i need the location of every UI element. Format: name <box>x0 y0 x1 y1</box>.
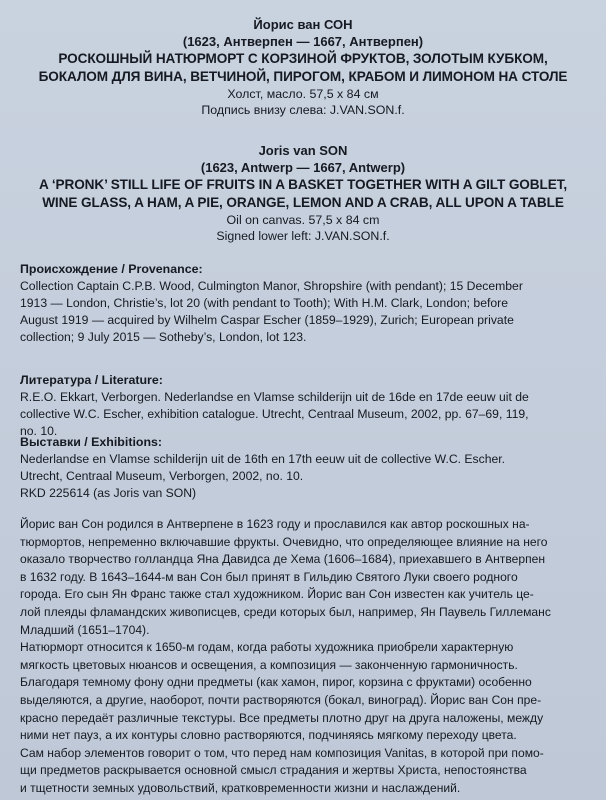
provenance-text <box>20 278 592 346</box>
artist-name-ru: Йорис ван СОН <box>253 17 353 32</box>
literature-line: no. 10. <box>20 424 58 438</box>
provenance-line: August 1919 — acquired by Wilhelm Caspar Escher (1859–1929), Zurich; European private <box>20 313 514 327</box>
exhibitions-section <box>20 434 592 502</box>
biography-line: оказало творчество голландца Яна Давидса де Хема (1606–1684), приехавшего в Антверпен <box>20 552 546 567</box>
exhibitions-heading: Выставки / Exhibitions: <box>20 435 163 449</box>
artist-dates-en: (1623, Antwerp — 1667, Antwerp) <box>200 160 406 175</box>
medium-en: Oil on canvas. 57,5 x 84 cm <box>226 213 380 227</box>
biography-line: Натюрморт относится к 1650-м годам, когда работы художника приобрели характерную <box>20 640 514 655</box>
provenance-line: collection; 9 July 2015 — Sotheby’s, London, lot 123. <box>20 330 307 344</box>
artist-name-en: Joris van SON <box>258 143 348 158</box>
artwork-title-ru-line-2: БОКАЛОМ ДЛЯ ВИНА, ВЕТЧИНОЙ, ПИРОГОМ, КРАБОМ И ЛИМОНОМ НА СТОЛЕ <box>38 69 568 84</box>
exhibitions-line: Nederlandse en Vlamse schilderijn uit de 16th en 17th eeuw uit de collective W.C. Escher. <box>20 452 506 466</box>
biography-line: тюрмортов, непременно включавшие фрукты. Очевидно, что определяющее влияние на него <box>20 534 548 549</box>
biography-line: Младший (1651–1704). <box>20 622 150 637</box>
exhibitions-line: Utrecht, Centraal Museum, Verborgen, 2002, no. 10. <box>20 469 304 483</box>
exhibitions-text <box>20 451 592 502</box>
biography-line: в 1632 году. В 1643–1644-м ван Сон был принят в Гильдию Святого Луки своего родного <box>20 569 518 584</box>
signature-en: Signed lower left: J.VAN.SON.f. <box>216 229 390 243</box>
russian-header <box>0 16 606 118</box>
provenance-section <box>20 261 592 346</box>
exhibitions-line: RKD 225614 (as Joris van SON) <box>20 486 197 500</box>
provenance-line: 1913 — London, Christie’s, lot 20 (with pendant to Tooth); With H.M. Clark, London; before <box>20 296 508 310</box>
biography-line: города. Его сын Ян Франс также стал художником. Йорис ван Сон известен как учитель це- <box>20 587 534 602</box>
artwork-title-ru-line-1: РОСКОШНЫЙ НАТЮРМОРТ С КОРЗИНОЙ ФРУКТОВ, ЗОЛОТЫМ КУБКОМ, <box>58 51 548 66</box>
biography-line: Йорис ван Сон родился в Антверпене в 1623 году и прославился как автор роскошных на- <box>20 517 530 531</box>
biography-line: Сам набор элементов говорит о том, что перед нам композиция Vanitas, в которой при помо- <box>20 745 544 760</box>
english-header <box>0 142 606 244</box>
literature-text <box>20 389 592 440</box>
biography-line: Благодаря темному фону одни предметы (как хамон, пирог, корзина с фруктами) особенно <box>20 675 532 690</box>
artwork-title-en-line-1: A ‘PRONK’ STILL LIFE OF FRUITS IN A BASKET TOGETHER WITH A GILT GOBLET, <box>38 177 568 192</box>
biography-line: лой плеяды фламандских живописцев, среди которых был, например, Ян Паувель Гиллеманс <box>20 604 551 619</box>
medium-ru: Холст, масло. 57,5 x 84 см <box>227 87 379 101</box>
biography-text <box>20 516 590 798</box>
biography-line: выделяются, а другие, наоборот, почти растворяются (бокал, виноград). Йорис ван Сон пре- <box>20 692 542 707</box>
biography-line: мягкость цветовых нюансов и освещения, а композиция — законченную гармоничность. <box>20 657 518 672</box>
biography-line: щи предметов раскрывается основной смысл страдания и жертвы Христа, непостоянства <box>20 763 527 778</box>
artist-dates-ru: (1623, Антверпен — 1667, Антверпен) <box>182 34 424 49</box>
literature-line: collective W.C. Escher, exhibition catalogue. Utrecht, Centraal Museum, 2002, pp. 67–69, 119, <box>20 407 529 421</box>
signature-ru: Подпись внизу слева: J.VAN.SON.f. <box>201 103 405 117</box>
literature-section <box>20 372 592 440</box>
biography-line: красно передаёт различные текстуры. Все предметы плотно друг на друга наложены, между <box>20 710 544 725</box>
provenance-line: Collection Captain C.P.B. Wood, Culmington Manor, Shropshire (with pendant); 15 December <box>20 279 523 293</box>
artwork-title-en-line-2: WINE GLASS, A HAM, A PIE, ORANGE, LEMON AND A CRAB, ALL UPON A TABLE <box>42 195 564 210</box>
biography-line: ними нет пауз, а их контуры словно растворяются, подчиняясь мягкому переходу цвета. <box>20 728 517 743</box>
provenance-heading: Происхождение / Provenance: <box>20 262 203 276</box>
biography-line: и тщетности земных удовольствий, кратковременности жизни и наслаждений. <box>20 780 461 795</box>
literature-line: R.E.O. Ekkart, Verborgen. Nederlandse en Vlamse schilderijn uit de 16de en 17de eeuw uit de <box>20 390 529 404</box>
literature-heading: Литература / Literature: <box>20 373 163 387</box>
